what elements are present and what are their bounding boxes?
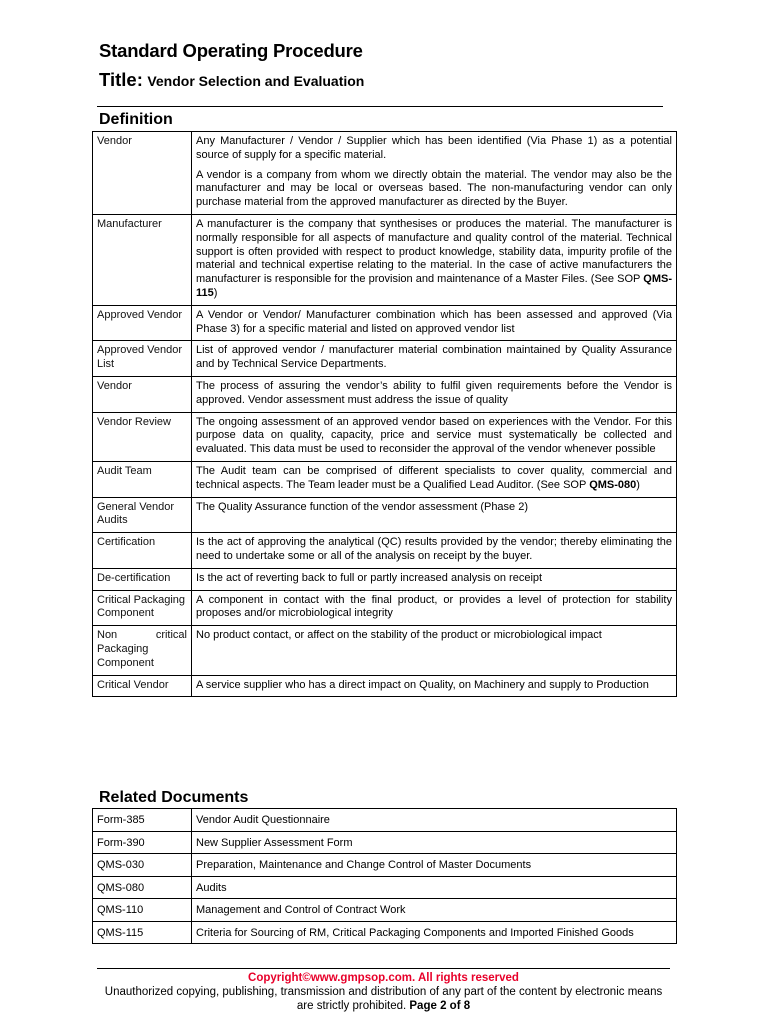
- sop-heading: Standard Operating Procedure: [99, 40, 363, 61]
- definition-text: Is the act of reverting back to full or partly increased analysis on receipt: [192, 568, 677, 590]
- definition-row: [93, 626, 677, 675]
- title-value: Vendor Selection and Evaluation: [147, 73, 365, 89]
- definition-heading: Definition: [99, 111, 173, 128]
- related-document-row: [93, 831, 677, 854]
- related-documents-table: [92, 808, 677, 944]
- copyright-notice: Copyright©www.gmpsop.com. All rights reserved: [248, 972, 519, 984]
- document-code: QMS-110: [93, 899, 192, 922]
- definition-text: The Quality Assurance function of the vendor assessment (Phase 2): [192, 497, 677, 533]
- definition-text: [192, 132, 677, 215]
- definition-paragraph: A vendor is a company from whom we directly obtain the material. The vendor may also be the manufacturer and may be local or overseas based. The non-manufacturing vendor can only purchase material from the approved manufacturer as directed by the Buyer.: [196, 168, 672, 209]
- document-title-cell: Preparation, Maintenance and Change Control of Master Documents: [192, 854, 677, 877]
- definition-text: Is the act of approving the analytical (QC) results provided by the vendor; thereby eliminating the need to undertake some or all of the analysis on receipt by the buyer.: [192, 533, 677, 569]
- document-title: [99, 69, 364, 91]
- definition-term: Vendor Review: [93, 412, 192, 461]
- document-code: Form-390: [93, 831, 192, 854]
- definition-text: List of approved vendor / manufacturer material combination maintained by Quality Assurance and by Technical Service Departments.: [192, 341, 677, 377]
- footer-divider: [97, 968, 670, 969]
- definition-text: A component in contact with the final product, or provides a level of protection for stability proposes and/or microbiological integrity: [192, 590, 677, 626]
- page-footer: [97, 971, 670, 1013]
- definition-row: [93, 461, 677, 497]
- definition-row: [93, 568, 677, 590]
- definition-text: [192, 214, 677, 305]
- definition-term: Vendor: [93, 132, 192, 215]
- document-title-cell: Vendor Audit Questionnaire: [192, 809, 677, 832]
- definition-text-part: The Audit team can be comprised of different specialists to cover quality, commercial and technical aspects. The Team leader must be a Qualified Lead Auditor. (See SOP: [196, 464, 672, 491]
- title-label: Title:: [99, 69, 143, 90]
- definition-row: [93, 214, 677, 305]
- related-document-row: [93, 876, 677, 899]
- definition-row: [93, 497, 677, 533]
- definition-term: Non critical Packaging Component: [93, 626, 192, 675]
- usage-notice: [97, 985, 670, 1013]
- definition-term: Audit Team: [93, 461, 192, 497]
- definition-row: [93, 675, 677, 697]
- page-number: Page 2 of 8: [409, 1000, 471, 1012]
- definition-row: [93, 132, 677, 215]
- title-divider: [97, 106, 663, 107]
- definition-term: Critical Vendor: [93, 675, 192, 697]
- related-document-row: [93, 899, 677, 922]
- definition-text: A service supplier who has a direct impact on Quality, on Machinery and supply to Production: [192, 675, 677, 697]
- definition-row: [93, 412, 677, 461]
- definition-term: Approved Vendor: [93, 305, 192, 341]
- definition-table: [92, 131, 677, 697]
- document-code: Form-385: [93, 809, 192, 832]
- definition-row: [93, 533, 677, 569]
- definition-text-part: ): [213, 286, 218, 299]
- definition-term: Vendor: [93, 376, 192, 412]
- definition-text: A Vendor or Vendor/ Manufacturer combination which has been assessed and approved (Via Phase 3) for a specific material and listed on approved vendor list: [192, 305, 677, 341]
- definition-term: General Vendor Audits: [93, 497, 192, 533]
- related-document-row: [93, 809, 677, 832]
- usage-notice-text: Unauthorized copying, publishing, transmission and distribution of any part of the content by electronic means are strictly prohibited.: [104, 986, 663, 1012]
- definition-text-part: A manufacturer is the company that synthesises or produces the material. The manufacturer is normally responsible for all aspects of manufacture and quality control of the material. Technical support is often provided with respect to product knowledge, stability data, impurity profile of the material and technical expertise relating to the material. In the case of active manufacturers the manufacturer is responsible for the provision and maintenance of a Master Files. (See SOP: [196, 217, 672, 286]
- definition-term: Certification: [93, 533, 192, 569]
- document-code: QMS-080: [93, 876, 192, 899]
- document-title-cell: Criteria for Sourcing of RM, Critical Packaging Components and Imported Finished Goods: [192, 921, 677, 944]
- definition-row: [93, 305, 677, 341]
- definition-row: [93, 590, 677, 626]
- definition-row: [93, 341, 677, 377]
- document-title-cell: New Supplier Assessment Form: [192, 831, 677, 854]
- definition-text: No product contact, or affect on the stability of the product or microbiological impact: [192, 626, 677, 675]
- definition-row: [93, 376, 677, 412]
- sop-reference: QMS-115: [196, 273, 672, 299]
- definition-term: Manufacturer: [93, 214, 192, 305]
- definition-text: The process of assuring the vendor’s ability to fulfil given requirements before the Vendor is approved. Vendor assessment must address the issue of quality: [192, 376, 677, 412]
- document-code: QMS-030: [93, 854, 192, 877]
- definition-text: [192, 461, 677, 497]
- definition-term: De-certification: [93, 568, 192, 590]
- definition-text-part: ): [636, 478, 640, 491]
- document-title-cell: Audits: [192, 876, 677, 899]
- definition-paragraph: Any Manufacturer / Vendor / Supplier which has been identified (Via Phase 1) as a potential source of supply for a specific material.: [196, 135, 672, 161]
- sop-reference: QMS-080: [589, 478, 637, 491]
- related-document-row: [93, 921, 677, 944]
- definition-term: Critical Packaging Component: [93, 590, 192, 626]
- document-title-cell: Management and Control of Contract Work: [192, 899, 677, 922]
- related-documents-heading: Related Documents: [99, 789, 249, 806]
- definition-term: Approved Vendor List: [93, 341, 192, 377]
- document-code: QMS-115: [93, 921, 192, 944]
- definition-text: The ongoing assessment of an approved vendor based on experiences with the Vendor. For this purpose data on quality, capacity, price and service must systematically be collected and evaluated. This data must be used to reconsider the approval of the vendor whenever possible: [192, 412, 677, 461]
- related-document-row: [93, 854, 677, 877]
